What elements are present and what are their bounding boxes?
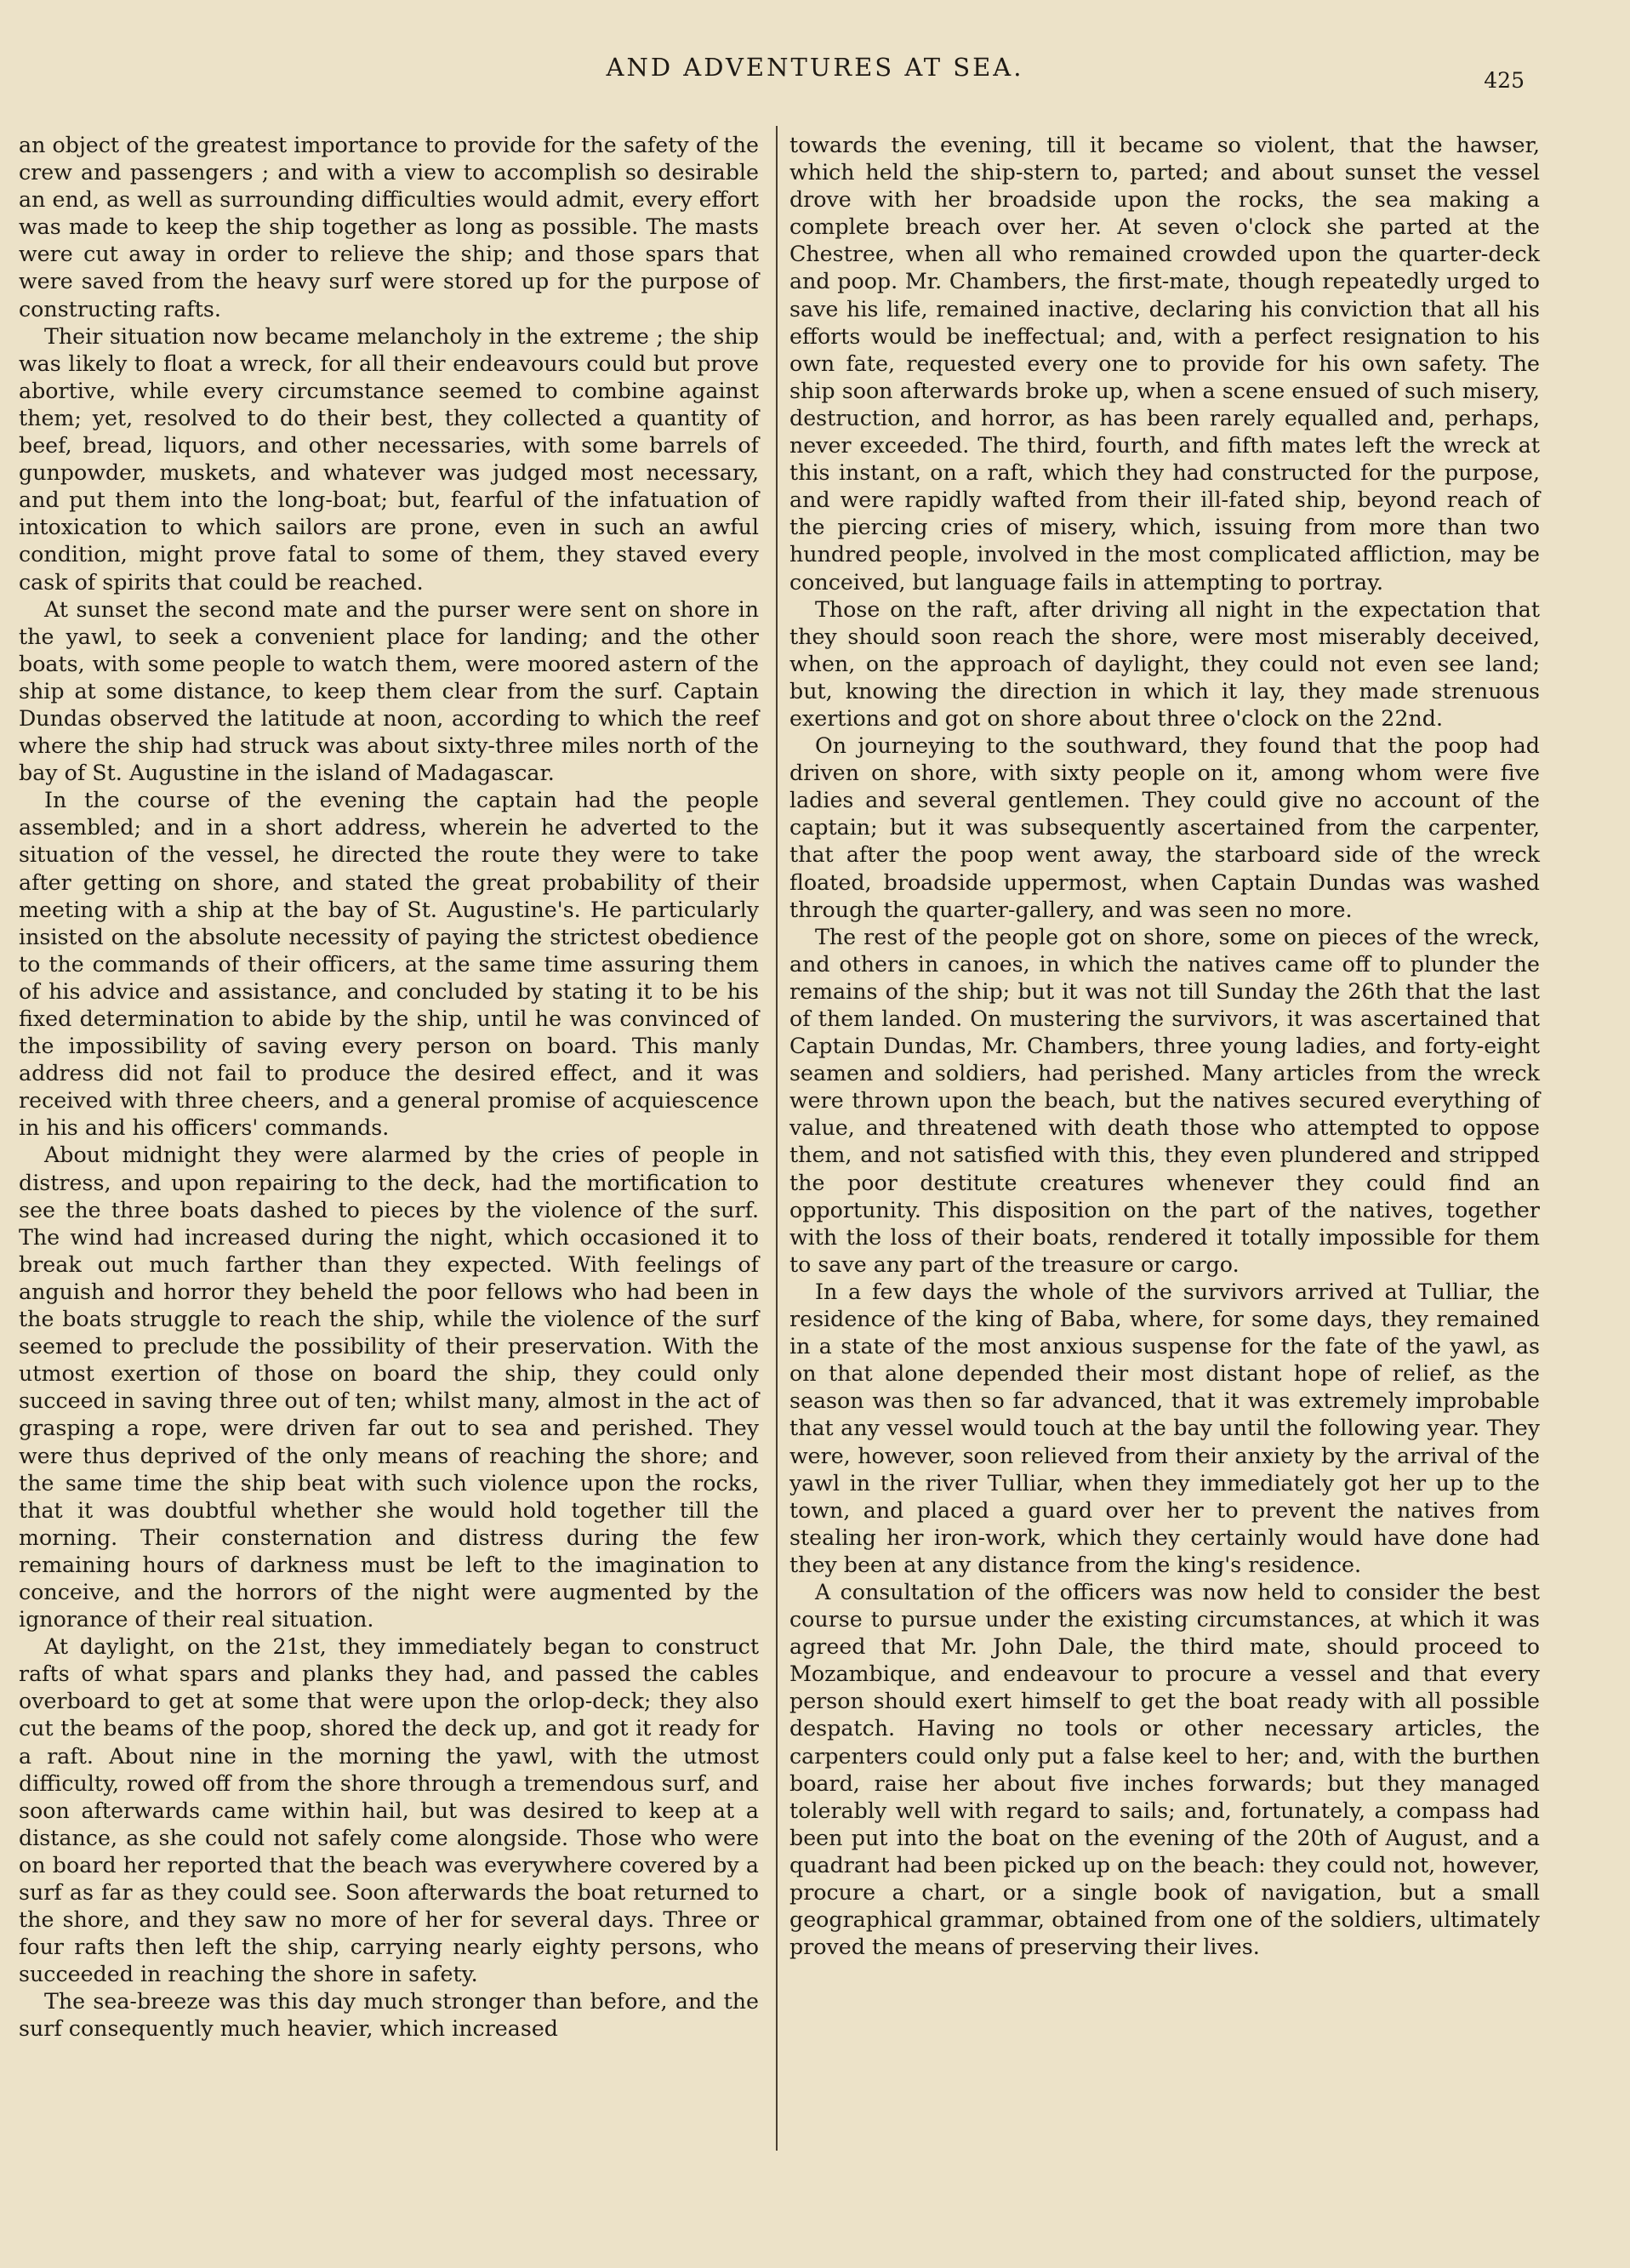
page-header — [0, 49, 1630, 93]
paragraph: Their situation now became melancholy in the extreme ; the ship was likely to float a wreck, for all their endeavours could but prove abortive, while every circumstance seemed to combine against them; yet, resolved to do their best, they collected a quantity of beef, bread, liquors, and other necessaries, with some barrels of gunpowder, muskets, and whatever was judged most necessary, and put them into the long-boat; but, fearful of the infatuation of intoxication to which sailors are prone, even in such an awful condition, might prove fatal to some of them, they staved every cask of spirits that could be reached. — [19, 323, 759, 595]
right-column — [789, 132, 1540, 1961]
column-divider — [776, 126, 778, 2151]
paragraph: A consultation of the officers was now held to consider the best course to pursue under the existing circumstances, at which it was agreed that Mr. John Dale, the third mate, should proceed to Mozambique, and endeavour to procure a vessel and that every person should exert himself to get the boat ready with all possible despatch. Having no tools or other necessary articles, the carpenters could only put a false keel to her; and, with the burthen board, raise her about five inches forwards; but they managed tolerably well with regard to sails; and, fortunately, a compass had been put into the boat on the evening of the 20th of August, and a quadrant had been picked up on the beach: they could not, however, procure a chart, or a single book of navigation, but a small geographical grammar, obtained from one of the soldiers, ultimately proved the means of preserving their lives. — [789, 1579, 1540, 1960]
left-column — [19, 132, 759, 2043]
paragraph: In the course of the evening the captain had the people assembled; and in a short address, wherein he adverted to the situation of the vessel, he directed the route they were to take after getting on shore, and stated the great probability of their meeting with a ship at the bay of St. Augustine's. He particularly insisted on the absolute necessity of paying the strictest obedience to the commands of their officers, at the same time assuring them of his advice and assistance, and concluded by stating it to be his fixed determination to abide by the ship, until he was convinced of the impossibility of saving every person on board. This manly address did not fail to produce the desired effect, and it was received with three cheers, and a general promise of acquiescence in his and his officers' commands. — [19, 788, 759, 1141]
page-number: 425 — [1484, 68, 1525, 93]
paragraph: The sea-breeze was this day much stronger than before, and the surf consequently much heavier, which increased — [19, 1989, 759, 2042]
paragraph: an object of the greatest importance to provide for the safety of the crew and passengers ; and with a view to accomplish so desirable an end, as well as surrounding difficulties would admit, every effort was made to keep the ship together as long as possible. The masts were cut away in order to relieve the ship; and those spars that were saved from the heavy surf were stored up for the purpose of constructing rafts. — [19, 133, 759, 322]
paragraph: At sunset the second mate and the purser were sent on shore in the yawl, to seek a convenient place for landing; and the other boats, with some people to watch them, were moored astern of the ship at some distance, to keep them clear from the surf. Captain Dundas observed the latitude at noon, according to which the reef where the ship had struck was about sixty-three miles north of the bay of St. Augustine in the island of Madagascar. — [19, 596, 759, 786]
paragraph: On journeying to the southward, they found that the poop had driven on shore, with sixty people on it, among whom were five ladies and several gentlemen. They could give no account of the captain; but it was subsequently ascertained from the carpenter, that after the poop went away, the starboard side of the wreck floated, broadside uppermost, when Captain Dundas was washed through the quarter-gallery, and was seen no more. — [789, 733, 1540, 922]
paragraph: towards the evening, till it became so violent, that the hawser, which held the ship-stern to, parted; and about sunset the vessel drove with her broadside upon the rocks, the sea making a complete breach over her. At seven o'clock she parted at the Chestree, when all who remained crowded upon the quarter-deck and poop. Mr. Chambers, the first-mate, though repeatedly urged to save his life, remained inactive, declaring his conviction that all his efforts would be ineffectual; and, with a perfect resignation to his own fate, requested every one to provide for his own safety. The ship soon afterwards broke up, when a scene ensued of such misery, destruction, and horror, as has been rarely equalled and, perhaps, never exceeded. The third, fourth, and fifth mates left the wreck at this instant, on a raft, which they had constructed for the purpose, and were rapidly wafted from their ill-fated ship, beyond reach of the piercing cries of misery, which, issuing from more than two hundred people, involved in the most complicated affliction, may be conceived, but language fails in attempting to portray. — [789, 133, 1540, 595]
paragraph: In a few days the whole of the survivors arrived at Tulliar, the residence of the king of Baba, where, for some days, they remained in a state of the most anxious suspense for the fate of the yawl, as on that alone depended their most distant hope of relief, as the season was then so far advanced, that it was extremely improbable that any vessel would touch at the bay until the following year. They were, however, soon relieved from their anxiety by the arrival of the yawl in the river Tulliar, when they immediately got her up to the town, and placed a guard over her to prevent the natives from stealing her iron-work, which they certainly would have done had they been at any distance from the king's residence. — [789, 1279, 1540, 1577]
paragraph: At daylight, on the 21st, they immediately began to construct rafts of what spars and planks they had, and passed the cables overboard to get at some that were upon the orlop-deck; they also cut the beams of the poop, shored the deck up, and got it ready for a raft. About nine in the morning the yawl, with the utmost difficulty, rowed off from the shore through a tremendous surf, and soon afterwards came within hail, but was desired to keep at a distance, as she could not safely come alongside. Those who were on board her reported that the beach was everywhere covered by a surf as far as they could see. Soon afterwards the boat returned to the shore, and they saw no more of her for several days. Three or four rafts then left the ship, carrying nearly eighty persons, who succeeded in reaching the shore in safety. — [19, 1634, 759, 1987]
running-title: AND ADVENTURES AT SEA. — [606, 53, 1024, 82]
paragraph: About midnight they were alarmed by the cries of people in distress, and upon repairing to the deck, had the mortification to see the three boats dashed to pieces by the violence of the surf. The wind had increased during the night, which occasioned it to break out much farther than they expected. With feelings of anguish and horror they beheld the poor fellows who had been in the boats struggle to reach the ship, while the violence of the surf seemed to preclude the possibility of their preservation. With the utmost exertion of those on board the ship, they could only succeed in saving three out of ten; whilst many, almost in the act of grasping a rope, were driven far out to sea and perished. They were thus deprived of the only means of reaching the shore; and the same time the ship beat with such violence upon the rocks, that it was doubtful whether she would hold together till the morning. Their consternation and distress during the few remaining hours of darkness must be left to the imagination to conceive, and the horrors of the night were augmented by the ignorance of their real situation. — [19, 1143, 759, 1633]
paragraph: The rest of the people got on shore, some on pieces of the wreck, and others in canoes, in which the natives came off to plunder the remains of the ship; but it was not till Sunday the 26th that the last of them landed. On mustering the survivors, it was ascertained that Captain Dundas, Mr. Chambers, three young ladies, and forty-eight seamen and soldiers, had perished. Many articles from the wreck were thrown upon the beach, but the natives secured everything of value, and threatened with death those who attempted to oppose them, and not satisfied with this, they even plundered and stripped the poor destitute creatures whenever they could find an opportunity. This disposition on the part of the natives, together with the loss of their boats, rendered it totally impossible for them to save any part of the treasure or cargo. — [789, 924, 1540, 1277]
paragraph: Those on the raft, after driving all night in the expectation that they should soon reach the shore, were most miserably deceived, when, on the approach of daylight, they could not even see land; but, knowing the direction in which it lay, they made strenuous exertions and got on shore about three o'clock on the 22nd. — [789, 596, 1540, 731]
